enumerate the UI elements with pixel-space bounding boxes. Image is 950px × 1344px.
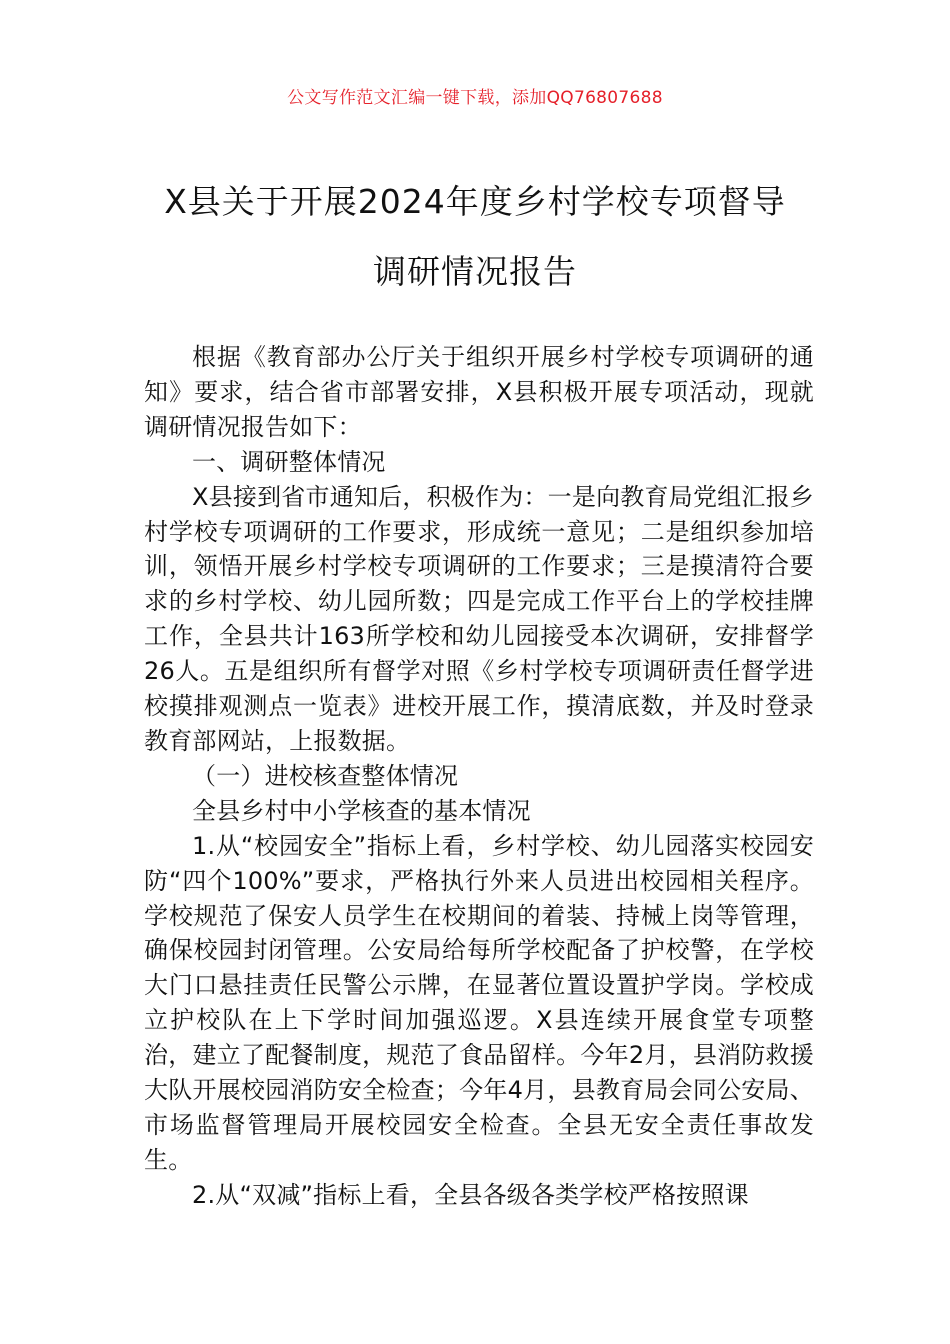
- intro-paragraph: 根据《教育部办公厅关于组织开展乡村学校专项调研的通知》要求，结合省市部署安排，X县积极开展专项活动，现就调研情况报告如下：: [144, 343, 814, 441]
- overall-situation-paragraph: X县接到省市通知后，积极作为：一是向教育局党组汇报乡村学校专项调研的工作要求，形成统一意见；二是组织参加培训，领悟开展乡村学校专项调研的工作要求；三是摸清符合要求的乡村学校、幼儿园所数；四是完成工作平台上的学校挂牌工作，全县共计163所学校和幼儿园接受本次调研，安排督学26人。五是组织所有督学对照《乡村学校专项调研责任督学进校摸排观测点一览表》进校开展工作，摸清底数，并及时登录教育部网站，上报数据。: [144, 482, 814, 755]
- campus-safety-paragraph: 1.从“校园安全”指标上看，乡村学校、幼儿园落实校园安防“四个100%”要求，严格执行外来人员进出校园相关程序。学校规范了保安人员学生在校期间的着装、持械上岗等管理，确保校园封闭管理。公安局给每所学校配备了护校警，在学校大门口悬挂责任民警公示牌，在显著位置设置护学岗。学校成立护校队在上下学时间加强巡逻。X县连续开展食堂专项整治，建立了配餐制度，规范了食品留样。今年2月，县消防救援大队开展校园消防安全检查；今年4月，县教育局会同公安局、市场监督管理局开展校园安全检查。全县无安全责任事故发生。: [144, 831, 814, 1174]
- report-title-line-2: 调研情况报告: [373, 252, 577, 291]
- subsection-subheading: 全县乡村中小学核查的基本情况: [192, 796, 531, 825]
- double-reduction-paragraph: 2.从“双减”指标上看，全县各级各类学校严格按照课: [192, 1180, 749, 1209]
- section-heading-overall: 一、调研整体情况: [192, 447, 386, 476]
- report-body: [144, 340, 814, 1213]
- download-watermark: 公文写作范文汇编一键下载，添加QQ76807688: [287, 88, 663, 108]
- report-title-line-1: X县关于开展2024年度乡村学校专项督导: [164, 182, 786, 221]
- subsection-heading-inspection: （一）进校核查整体情况: [192, 761, 459, 790]
